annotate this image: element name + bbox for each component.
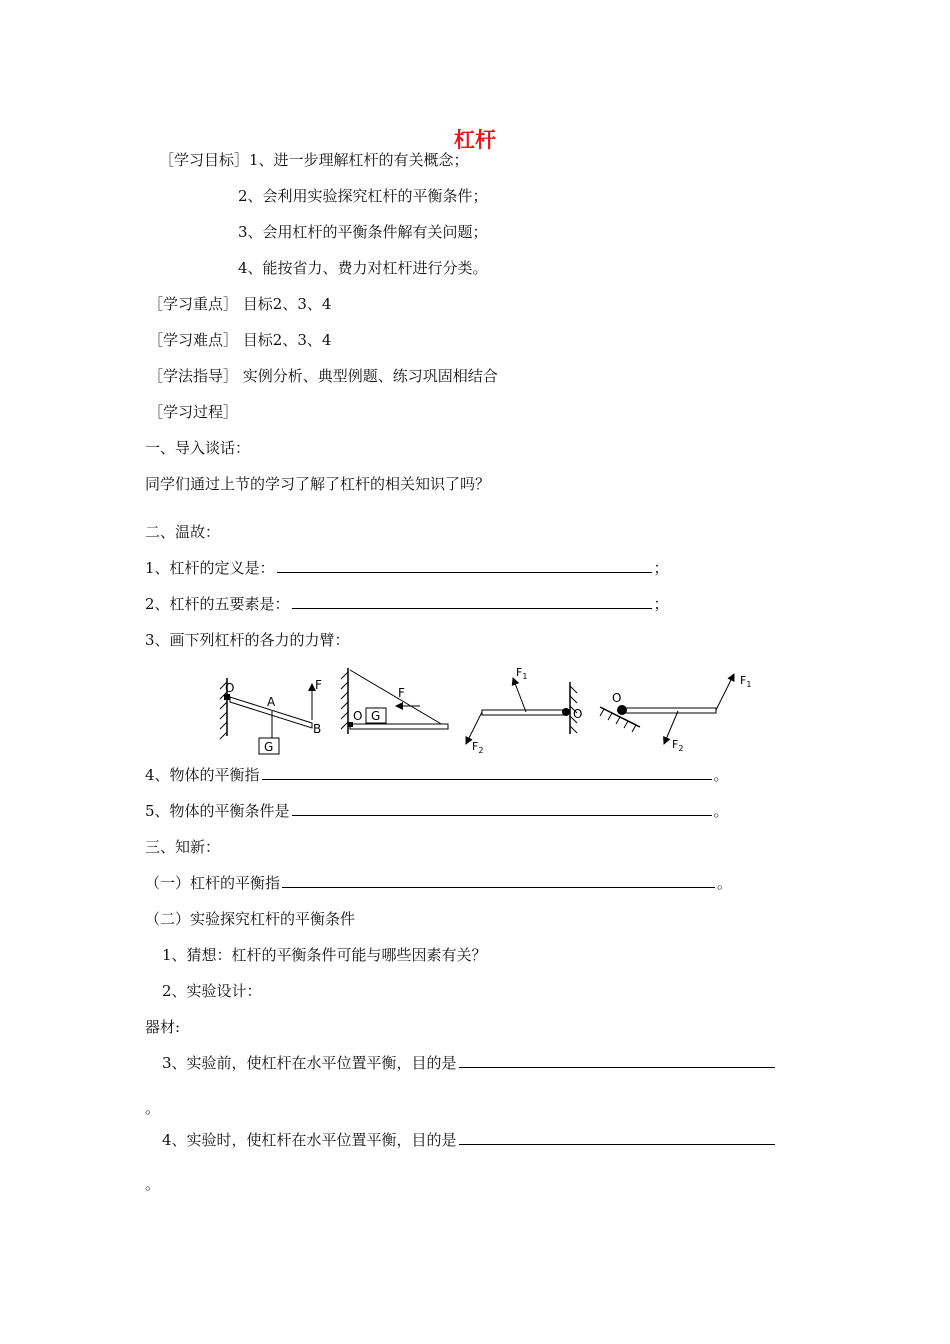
lever-diagram-1: [220, 678, 322, 754]
review-q2: [145, 594, 669, 614]
review-q5-end: 。: [713, 802, 729, 820]
d1-b-label: B: [313, 722, 322, 736]
d1-f-label: F: [315, 678, 322, 692]
answer-blank-q4[interactable]: [262, 765, 712, 780]
page-title: 杠杆: [454, 128, 496, 152]
difficulty-label: ［学习难点］: [148, 331, 239, 349]
goal-item-3: 3、会用杠杆的平衡条件解有关问题；: [238, 223, 488, 241]
d4-f1-label: $F_1$: [740, 674, 752, 689]
part1-end: 。: [717, 874, 733, 892]
review-q4-end: 。: [713, 766, 729, 784]
answer-blank-part1[interactable]: [282, 873, 715, 888]
d1-o-label: O: [225, 681, 235, 695]
difficulty-row: [148, 330, 331, 350]
focus-row: [148, 294, 331, 314]
step-3-end: 。: [145, 1099, 161, 1117]
d3-o-label: O: [573, 707, 583, 721]
lever-diagram-2: [341, 668, 448, 734]
review-q4-text: 4、物体的平衡指: [145, 766, 260, 784]
d2-o-label: O: [353, 709, 363, 723]
review-q5-text: 5、物体的平衡条件是: [145, 802, 290, 820]
part1-text: （一）杠杆的平衡指: [145, 874, 281, 892]
review-q3: 3、画下列杠杆的各力的力臂：: [145, 631, 350, 649]
method-text: 实例分析、典型例题、练习巩固相结合: [242, 367, 498, 385]
review-q5: [145, 801, 729, 821]
step-3: [162, 1053, 777, 1073]
d3-f2-label: $F_2$: [472, 740, 484, 755]
lever-diagram-4: [600, 674, 751, 753]
d3-f1-label: $F_1$: [516, 666, 528, 681]
intro-text: 同学们通过上节的学习了解了杠杆的相关知识了吗？: [145, 475, 491, 493]
d1-g-label: G: [264, 740, 274, 754]
review-q2-text: 2、杠杆的五要素是：: [145, 595, 290, 613]
goal-item-1: 1、进一步理解杠杆的有关概念；: [249, 151, 469, 169]
process-label: ［学习过程］: [148, 403, 239, 421]
step-1: 1、猜想：杠杆的平衡条件可能与哪些因素有关？: [162, 946, 487, 964]
answer-blank-step3[interactable]: [459, 1053, 775, 1068]
d4-o-label: O: [612, 691, 622, 705]
goals-row-1: [159, 150, 469, 170]
new-knowledge-part2: （二）实验探究杠杆的平衡条件: [145, 910, 356, 928]
answer-blank-q2[interactable]: [292, 594, 652, 609]
goal-item-2: 2、会利用实验探究杠杆的平衡条件；: [238, 187, 488, 205]
answer-blank-q1[interactable]: [277, 558, 652, 573]
review-q1: [145, 558, 669, 578]
answer-blank-step4[interactable]: [459, 1130, 775, 1145]
lever-diagrams: [200, 662, 770, 762]
new-knowledge-heading: 三、知新：: [145, 838, 221, 856]
difficulty-text: 目标2、3、4: [242, 331, 332, 349]
review-q1-end: ；: [653, 559, 669, 577]
review-q2-end: ；: [653, 595, 669, 613]
d4-f2-label: $F_2$: [672, 738, 684, 753]
step-4: [162, 1130, 777, 1150]
goal-item-4: 4、能按省力、费力对杠杆进行分类。: [238, 259, 488, 277]
step-4-text: 4、实验时，使杠杆在水平位置平衡，目的是: [162, 1131, 457, 1149]
review-q1-text: 1、杠杆的定义是：: [145, 559, 275, 577]
step-3-text: 3、实验前，使杠杆在水平位置平衡，目的是: [162, 1054, 457, 1072]
answer-blank-q5[interactable]: [292, 801, 712, 816]
d2-g-label: G: [371, 709, 381, 723]
method-label: ［学法指导］: [148, 367, 239, 385]
review-q4: [145, 765, 729, 785]
lever-diagram-3: [466, 666, 582, 755]
step-4-end: 。: [145, 1175, 161, 1193]
d1-a-label: A: [267, 695, 276, 709]
d2-f-label: F: [398, 686, 405, 700]
review-heading: 二、温故：: [145, 523, 221, 541]
focus-text: 目标2、3、4: [242, 295, 332, 313]
new-knowledge-part1: [145, 873, 732, 893]
goals-label: ［学习目标］: [159, 151, 250, 169]
step-2: 2、实验设计：: [162, 982, 262, 1000]
method-row: [148, 366, 498, 386]
intro-heading: 一、导入谈话：: [145, 439, 251, 457]
focus-label: ［学习重点］: [148, 295, 239, 313]
equipment-label: 器材:: [145, 1018, 181, 1036]
